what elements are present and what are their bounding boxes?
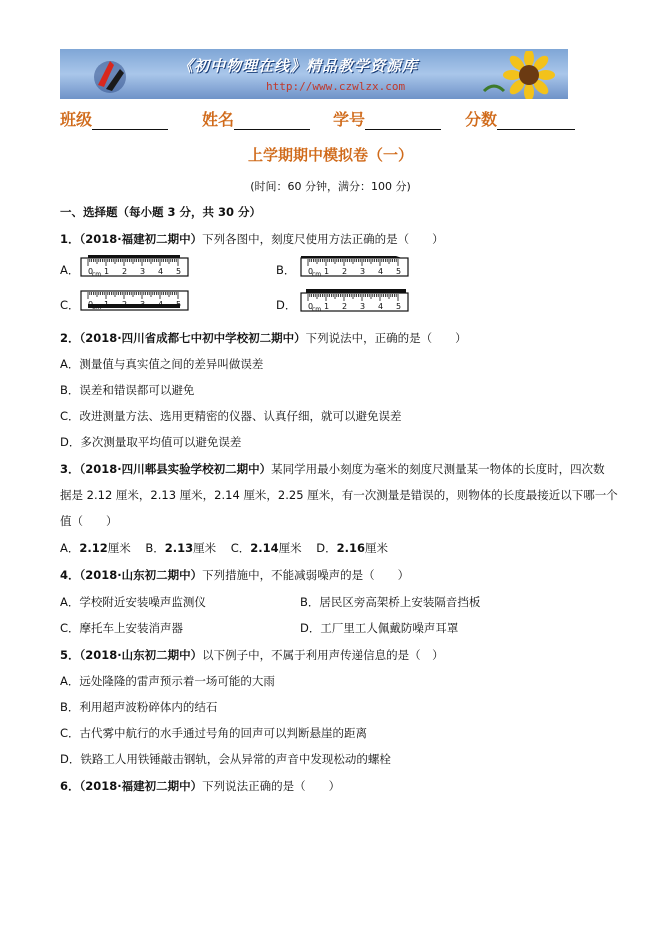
q1-option-d-label[interactable]: D． <box>276 298 297 312</box>
ruler-unit-label: cm <box>312 271 322 278</box>
q1-option-b-label[interactable]: B． <box>276 263 296 277</box>
ruler-d-figure <box>300 288 410 312</box>
student-info-row <box>60 107 580 129</box>
q5-number: 5． <box>60 648 80 662</box>
score-label: 分数 <box>465 110 498 129</box>
q2-source: （2018·四川省成都七中初中学校初二期中） <box>79 331 306 345</box>
ruler-tick-label: 2 <box>342 267 348 276</box>
q3-option-d[interactable]: D．2.16厘米 <box>316 541 389 555</box>
ruler-tick-label: 4 <box>378 302 384 311</box>
ruler-unit-label: cm <box>312 306 322 312</box>
ruler-tick-label: 1 <box>324 267 330 276</box>
q3-option-c[interactable]: C．2.14厘米 <box>230 541 302 555</box>
q6-source: （2018·福建初二期中） <box>79 779 203 793</box>
ruler-tick-label: 5 <box>176 267 182 276</box>
logo-icon <box>90 55 130 95</box>
q4-option-b[interactable]: B．居民区旁高架桥上安装隔音挡板 <box>300 595 481 609</box>
exam-subtitle: (时间：60 分钟，满分：100 分) <box>250 180 411 193</box>
q5-option-b[interactable]: B．利用超声波粉碎体内的结石 <box>60 700 218 714</box>
ruler-tick-label: 5 <box>396 302 402 311</box>
q1-text: 下列各图中，刻度尺使用方法正确的是（ ） <box>202 232 444 246</box>
ruler-tick-label: 0 <box>308 302 314 311</box>
class-field[interactable] <box>60 107 168 130</box>
ruler-tick-label: 3 <box>140 267 146 276</box>
ruler-tick-label: 3 <box>360 302 366 311</box>
ruler-unit-label: cm <box>92 271 102 278</box>
ruler-tick-label: 0 <box>308 267 314 276</box>
q3-option-a[interactable]: A．2.12厘米 <box>60 541 131 555</box>
q6-text: 下列说法正确的是（ ） <box>202 779 341 793</box>
ruler-tick-label: 3 <box>360 267 366 276</box>
question-6-stem <box>60 778 340 794</box>
class-label: 班级 <box>60 110 93 129</box>
ruler-tick-label: 1 <box>104 300 110 309</box>
banner-url: http://www.czwlzx.com <box>266 80 406 93</box>
q5-text: 以下例子中，不属于利用声传递信息的是（ ） <box>202 648 444 662</box>
ruler-tick-label: 2 <box>122 300 128 309</box>
exam-title: 上学期期中模拟卷（一） <box>247 146 413 164</box>
ruler-b-figure <box>300 254 410 278</box>
question-3-stem <box>60 461 605 477</box>
ruler-tick-label: 1 <box>104 267 110 276</box>
name-blank[interactable] <box>234 111 310 130</box>
q2-option-c[interactable]: C．改进测量方法、选用更精密的仪器、认真仔细，就可以避免误差 <box>60 409 402 423</box>
q3-source: （2018·四川郫县实验学校初二期中） <box>79 462 272 476</box>
name-field[interactable] <box>202 107 310 130</box>
ruler-unit-label: cm <box>92 304 102 311</box>
ruler-a-figure <box>80 254 190 278</box>
q4-option-c[interactable]: C．摩托车上安装消声器 <box>60 621 184 635</box>
ruler-tick-label: 2 <box>122 267 128 276</box>
q3-text-2: 据是 2.12 厘米，2.13 厘米，2.14 厘米，2.25 厘米，有一次测量是错误的，则物体的长度最接近以下哪一个 <box>60 488 618 502</box>
section-heading: 一、选择题（每小题 3 分，共 30 分） <box>60 205 262 219</box>
score-blank[interactable] <box>497 111 575 130</box>
q1-option-a-label[interactable]: A． <box>60 263 80 277</box>
ruler-tick-label: 4 <box>158 267 164 276</box>
question-1-stem <box>60 231 444 247</box>
ruler-tick-label: 4 <box>378 267 384 276</box>
ruler-tick-label: 0 <box>88 300 94 309</box>
q2-text: 下列说法中，正确的是（ ） <box>305 331 467 345</box>
q4-source: （2018·山东初二期中） <box>79 568 203 582</box>
ruler-tick-label: 0 <box>88 267 94 276</box>
ruler-c-figure <box>80 288 190 312</box>
number-blank[interactable] <box>365 111 441 130</box>
ruler-tick-label: 5 <box>396 267 402 276</box>
q3-text-1: 某同学用最小刻度为毫米的刻度尺测量某一物体的长度时，四次数 <box>271 462 605 476</box>
number-label: 学号 <box>333 110 366 129</box>
class-blank[interactable] <box>92 111 168 130</box>
q4-option-d[interactable]: D．工厂里工人佩戴防噪声耳罩 <box>300 621 459 635</box>
sunflower-icon <box>474 51 564 99</box>
ruler-tick-label: 2 <box>342 302 348 311</box>
q5-source: （2018·山东初二期中） <box>79 648 203 662</box>
q2-option-d[interactable]: D．多次测量取平均值可以避免误差 <box>60 435 242 449</box>
q3-text-3: 值（ ） <box>60 514 118 528</box>
q6-number: 6． <box>60 779 80 793</box>
header-banner <box>60 49 568 99</box>
ruler-tick-label: 5 <box>176 300 182 309</box>
q1-source: （2018·福建初二期中） <box>79 232 203 246</box>
ruler-tick-label: 1 <box>324 302 330 311</box>
q2-option-a[interactable]: A．测量值与真实值之间的差异叫做误差 <box>60 357 264 371</box>
q4-option-a[interactable]: A．学校附近安装噪声监测仪 <box>60 595 206 609</box>
q4-number: 4． <box>60 568 80 582</box>
question-2-stem <box>60 330 467 346</box>
ruler-tick-label: 4 <box>158 300 164 309</box>
ruler-tick-label: 3 <box>140 300 146 309</box>
q2-option-b[interactable]: B．误差和错误都可以避免 <box>60 383 195 397</box>
question-5-stem <box>60 647 444 663</box>
q1-option-c-label[interactable]: C． <box>60 298 80 312</box>
number-field[interactable] <box>333 107 441 130</box>
q5-option-c[interactable]: C．古代雾中航行的水手通过号角的回声可以判断悬崖的距离 <box>60 726 368 740</box>
name-label: 姓名 <box>202 110 235 129</box>
score-field[interactable] <box>465 107 575 130</box>
banner-title: 《初中物理在线》精品教学资源库 <box>178 57 419 75</box>
q5-option-d[interactable]: D．铁路工人用铁锤敲击钢轨，会从异常的声音中发现松动的螺栓 <box>60 752 391 766</box>
q2-number: 2． <box>60 331 80 345</box>
q5-option-a[interactable]: A．远处隆隆的雷声预示着一场可能的大雨 <box>60 674 275 688</box>
q1-number: 1． <box>60 232 80 246</box>
q3-option-b[interactable]: B．2.13厘米 <box>145 541 217 555</box>
q4-text: 下列措施中，不能减弱噪声的是（ ） <box>202 568 410 582</box>
q3-options-row <box>60 540 388 556</box>
question-4-stem <box>60 567 409 583</box>
q3-number: 3． <box>60 462 80 476</box>
